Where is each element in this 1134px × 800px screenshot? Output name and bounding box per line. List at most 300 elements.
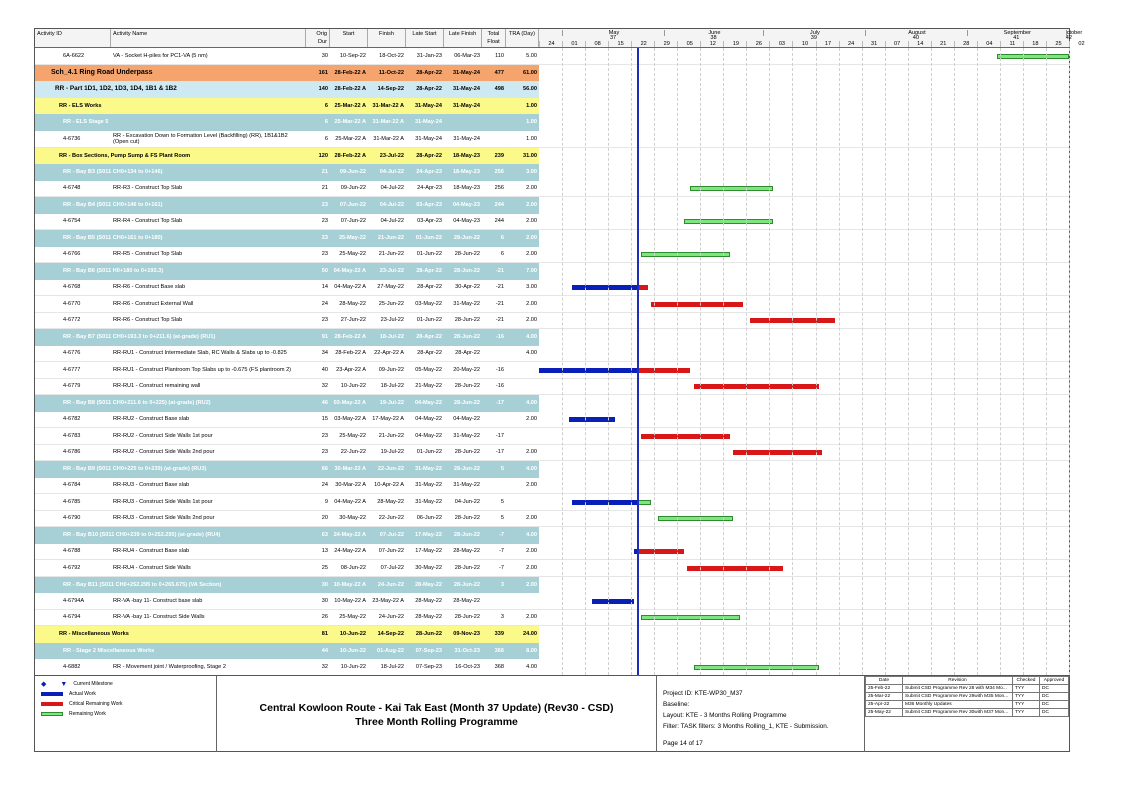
remaining-work-bar[interactable] [690,186,772,191]
tra-days: 4.00 [526,350,537,357]
total-float: 477 [494,69,504,76]
late-finish: 31-May-24 [452,86,480,93]
wbs-row[interactable] [35,164,1069,181]
late-finish: 18-May-23 [452,169,480,176]
orig-dur: 120 [318,152,328,159]
wbs-row[interactable] [35,577,1069,594]
rev-approved: DC [1040,701,1069,709]
revision-row [866,693,1069,701]
finish-date: 04-Jul-22 [380,218,404,225]
total-float: -7 [499,548,504,555]
critical-work-bar[interactable] [638,368,691,373]
remaining-work-bar[interactable] [684,219,773,224]
week-label: 07 [885,41,909,47]
rev-date: 25-May-22 [866,709,903,717]
start-date: 08-Jun-22 [340,564,366,571]
start-date: 25-May-22 [338,235,366,242]
wbs-row[interactable] [35,329,1069,346]
wbs-row[interactable] [35,626,1069,643]
orig-dur: 24 [321,300,328,307]
footer [35,675,1069,754]
late-finish: 28-Jun-22 [453,235,480,242]
gantt-row-area [539,114,1069,131]
table-row[interactable] [35,593,1069,610]
activity-name: RR-R6 - Construct External Wall [113,300,194,307]
total-float: 3 [500,581,504,588]
wbs-row[interactable] [35,461,1069,478]
orig-dur: 20 [321,515,328,522]
diamond-icon: ◆ [41,681,47,688]
start-date: 30-Mar-22 A [335,482,366,489]
table-row[interactable] [35,346,1069,363]
table-row[interactable] [35,659,1069,675]
start-date: 03-May-22 A [334,416,366,423]
finish-date: 07-Jun-22 [378,548,404,555]
orig-dur: 81 [321,631,328,638]
late-start: 28-May-22 [415,614,442,621]
late-finish: 09-Nov-23 [453,631,480,638]
remaining-work-swatch [41,712,63,716]
week-label: 03 [769,41,793,47]
rev-approved: DC [1040,709,1069,717]
late-start: 01-Jun-22 [415,235,442,242]
start-date: 22-Jun-22 [340,449,366,456]
activity-name: RR - Miscellaneous Works [59,631,129,638]
tra-days: 61.00 [523,69,537,76]
table-row[interactable] [35,48,1069,65]
late-start: 28-May-22 [414,581,442,588]
late-start: 17-May-22 [414,532,442,539]
finish-date: 24-Jun-22 [377,581,404,588]
activity-name: RR - Bay B11 (S011 CH0+252.295 to 0+265.675) (VA Section) [63,581,222,588]
rev-description: Submit CSD Programme Rev 30with M37 Mon... [903,709,1013,717]
rev-header-date: Date [866,677,903,685]
week-label: 12 [700,41,724,47]
gantt-gridline [700,48,701,675]
late-start: 01-Jun-22 [416,317,442,324]
late-finish: 28-Jun-22 [454,251,480,258]
legend [35,676,217,752]
col-finish[interactable]: Finish [368,29,406,47]
tra-days: 8.00 [526,647,537,654]
late-finish: 28-Jun-22 [454,317,480,324]
late-finish: 28-Jun-22 [453,581,480,588]
remaining-work-bar[interactable] [997,54,1069,59]
tra-days: 2.00 [526,317,537,324]
actual-work-bar[interactable] [572,500,638,505]
late-finish: 28-Jun-22 [453,532,480,539]
week-label: 18 [1023,41,1047,47]
gantt-gridline [585,48,586,675]
rev-approved: DC [1040,685,1069,693]
finish-date: 22-Jun-22 [378,515,404,522]
orig-dur: 9 [324,498,328,505]
gantt-row-area [539,643,1069,660]
start-date: 10-May-22 A [333,581,366,588]
tra-days: 31.00 [523,152,537,159]
finish-date: 18-Jul-22 [380,663,404,670]
total-float: 339 [494,631,504,638]
activity-name: RR - Bay B8 (S011 CH0+211.6 to 0+225) (at-grade) (RU2) [63,400,211,407]
late-finish: 28-Jun-22 [453,466,480,473]
table-row[interactable] [35,181,1069,198]
start-date: 25-May-22 [339,614,366,621]
critical-work-bar[interactable] [694,384,819,389]
actual-work-bar[interactable] [539,368,638,373]
activity-id: 4-6794 [63,614,81,621]
col-orig-dur[interactable]: Orig Dur [306,29,330,47]
col-start[interactable]: Start [330,29,368,47]
orig-dur: 23 [321,432,328,439]
activity-id: 4-6785 [63,498,81,505]
table-row[interactable] [35,445,1069,462]
col-late-finish[interactable]: Late Finish [444,29,482,47]
activity-id: 4-6792 [63,564,81,571]
late-start: 03-Apr-23 [417,218,442,225]
finish-date: 04-Jul-22 [379,202,404,209]
activity-name: RR-RU4 - Construct Side Walls [113,564,191,571]
week-label: 21 [931,41,955,47]
gantt-row-area [539,560,1069,576]
tra-days: 2.00 [526,251,537,258]
rev-approved: DC [1040,693,1069,701]
activity-id: 4-6770 [63,300,81,307]
wbs-row[interactable] [35,263,1069,280]
wbs-row[interactable] [35,197,1069,214]
orig-dur: 30 [321,52,328,59]
remaining-work-bar[interactable] [694,665,819,670]
tra-days: 5.00 [526,52,537,59]
orig-dur: 15 [321,416,328,423]
week-label: 19 [723,41,747,47]
tra-days [506,428,539,444]
tra-days: 2.00 [526,548,537,555]
data-date-line [637,48,639,675]
start-date: 25-Mar-22 A [334,102,366,109]
month-label: August [865,30,968,36]
late-finish: 04-Jun-22 [454,498,480,505]
tra-days: 4.00 [526,466,537,473]
finish-date: 04-Jul-22 [380,185,404,192]
gantt-row-area [539,247,1069,263]
gantt-gridline [654,48,655,675]
tra-days: 4.00 [526,532,537,539]
total-float: -16 [495,334,504,341]
orig-dur: 13 [321,548,328,555]
start-date: 04-May-22 A [334,284,366,291]
table-row[interactable] [35,131,1069,148]
table-row[interactable] [35,412,1069,429]
gantt-row-area [539,48,1069,64]
orig-dur: 21 [321,169,328,176]
total-float: 498 [494,86,504,93]
critical-work-bar[interactable] [651,302,743,307]
week-label: 15 [608,41,632,47]
late-finish: 04-May-23 [452,202,480,209]
finish-date: 21-Jun-22 [377,235,404,242]
start-date: 24-May-22 A [333,532,366,539]
late-start: 31-May-22 [415,498,442,505]
finish-date: 11-Oct-22 [378,69,404,76]
tra-days: 2.00 [526,300,537,307]
activity-name: VA - Socket H-piles for PC1-VA (5 nm) [113,52,208,59]
gantt-row-area [539,461,1069,478]
late-start: 28-May-22 [415,597,442,604]
month-label: June [664,30,764,36]
table-row[interactable] [35,280,1069,297]
start-date: 04-May-22 A [333,268,366,275]
week-label: 29 [654,41,678,47]
start-date: 10-Jun-22 [339,647,366,654]
actual-work-bar[interactable] [572,285,638,290]
tra-days: 3.00 [526,284,537,291]
activity-name: RR-R6 - Construct Top Slab [113,317,183,324]
week-label: 17 [816,41,840,47]
wbs-row[interactable] [35,114,1069,131]
remaining-work-bar[interactable] [641,615,740,620]
late-finish: 31-May-22 [453,432,480,439]
remaining-work-bar[interactable] [658,516,734,521]
table-row[interactable] [35,428,1069,445]
month-number: 37 [609,35,617,41]
activity-id: 4-6736 [63,135,81,142]
week-label: 08 [585,41,609,47]
table-row[interactable] [35,296,1069,313]
activity-id: 4-6788 [63,548,81,555]
table-row[interactable] [35,247,1069,264]
gantt-gridline [1046,48,1047,675]
month-number: 42 [1065,35,1072,41]
activity-id: 4-6768 [63,284,81,291]
gantt-gridline [562,48,563,675]
table-row[interactable] [35,494,1069,511]
finish-date: 22-Apr-22 A [374,350,404,357]
activity-name: RR-RU2 - Construct Side Walls 1st pour [113,432,213,439]
gantt-gridline [723,48,724,675]
late-start: 28-Apr-22 [416,152,442,159]
wbs-row[interactable] [35,643,1069,660]
orig-dur: 23 [321,449,328,456]
rev-header-checked: Checked [1013,677,1040,685]
total-float: 239 [494,152,504,159]
gantt-gridline [816,48,817,675]
gantt-row-area [539,230,1069,247]
orig-dur: 30 [321,597,328,604]
start-date: 30-Mar-22 A [334,466,366,473]
col-total-float[interactable]: Total Float [482,29,506,47]
late-start: 07-Sep-23 [415,663,442,670]
orig-dur: 46 [321,400,328,407]
critical-work-bar[interactable] [687,566,782,571]
activity-id: 4-6790 [63,515,81,522]
col-late-start[interactable]: Late Start [406,29,444,47]
activity-name: RR-R4 - Construct Top Slab [113,218,183,225]
finish-date: 10-Apr-22 A [374,482,404,489]
total-float [482,346,506,362]
gantt-row-area [539,164,1069,181]
table-row[interactable] [35,478,1069,495]
tra-days: 7.00 [526,268,537,275]
table-row[interactable] [35,610,1069,627]
orig-dur: 26 [321,614,328,621]
legend-critical: Critical Remaining Work [41,700,123,708]
start-date: 09-Jun-22 [339,169,366,176]
orig-dur: 23 [321,235,328,242]
wbs-row[interactable] [35,148,1069,165]
col-activity-name[interactable]: Activity Name [111,29,306,47]
project-info [657,676,865,752]
late-start: 28-Apr-22 [416,334,442,341]
layout-name: Layout: KTE - 3 Months Rolling Programme [663,712,787,719]
orig-dur: 23 [321,317,328,324]
finish-date: 25-Jun-22 [378,300,404,307]
late-start: 01-Jun-22 [416,449,442,456]
table-row[interactable] [35,560,1069,577]
orig-dur: 44 [321,647,328,654]
late-start: 07-Sep-23 [415,647,442,654]
finish-date: 18-Jul-22 [380,383,404,390]
activity-name: RR - Bay B9 (S011 CH0+225 to 0+239) (at-grade) (RU3) [63,466,207,473]
activity-id: 4-6777 [63,366,81,373]
gantt-row-area [539,98,1069,115]
late-start: 28-Apr-22 [417,284,442,291]
late-start: 24-Apr-23 [416,169,442,176]
total-float [482,98,506,115]
activity-id: 4-6776 [63,350,81,357]
table-row[interactable] [35,379,1069,396]
gantt-row-area [539,81,1069,98]
gantt-row-area [539,577,1069,594]
table-row[interactable] [35,214,1069,231]
total-float: -21 [495,284,504,291]
total-float: -16 [495,383,504,390]
start-date: 10-Jun-22 [340,663,366,670]
total-float [482,131,506,147]
gantt-gridline [792,48,793,675]
revision-row [866,701,1069,709]
late-finish: 28-Apr-22 [455,350,480,357]
gantt-row-area [539,296,1069,312]
tra-days: 3.00 [526,169,537,176]
start-date: 04-May-22 A [334,498,366,505]
start-date: 28-Feb-22 A [334,86,366,93]
total-float [482,593,506,609]
month-number: 41 [1013,35,1020,41]
activity-name: RR-RU1 - Construct Intermediate Slab, RC Walls & Slabs up to -0.825 [113,350,287,357]
wbs-row[interactable] [35,81,1069,98]
tra-days: 2.00 [526,515,537,522]
orig-dur: 25 [321,564,328,571]
month-number: 40 [912,35,920,41]
col-activity-id[interactable]: Activity ID [35,29,111,47]
late-finish: 18-May-23 [453,185,480,192]
critical-work-bar[interactable] [638,285,648,290]
activity-id: 4-6784 [63,482,81,489]
late-finish: 28-May-22 [453,597,480,604]
start-date: 07-Jun-22 [340,218,366,225]
tra-days: 2.00 [526,235,537,242]
activity-name: RR-R3 - Construct Top Slab [113,185,183,192]
activity-name: RR-R5 - Construct Top Slab [113,251,183,258]
total-float: 368 [494,663,504,670]
start-date: 25-Mar-22 A [334,119,366,126]
activity-id: 4-6779 [63,383,81,390]
gantt-row-area [539,478,1069,494]
total-float: 256 [494,169,504,176]
start-date: 10-May-22 A [334,597,366,604]
orig-dur: 66 [321,466,328,473]
filter-name: Filter: TASK filters: 3 Months Rolling_1, KTE - Submission. [663,723,829,730]
rev-checked: TYY [1013,685,1040,693]
month-label: May [562,30,665,36]
start-date: 28-Feb-22 A [334,152,366,159]
total-float: -7 [499,532,504,539]
wbs-row[interactable] [35,98,1069,115]
late-start: 04-May-22 [414,400,442,407]
activity-name: RR-RU2 - Construct Side Walls 2nd pour [113,449,215,456]
week-label: 31 [862,41,886,47]
gantt-row-area [539,197,1069,214]
remaining-work-bar[interactable] [638,500,651,505]
orig-dur: 32 [321,383,328,390]
orig-dur: 6 [324,119,328,126]
start-date: 28-Feb-22 A [335,350,366,357]
late-finish: 31-May-22 [453,482,480,489]
critical-work-swatch [41,702,63,706]
total-float [482,478,506,494]
finish-date: 01-Aug-22 [376,647,404,654]
wbs-row[interactable] [35,527,1069,544]
table-row[interactable] [35,544,1069,561]
total-float: 6 [500,251,504,258]
gantt-row-area [539,412,1069,428]
start-date: 10-Jun-22 [339,631,366,638]
wbs-row[interactable] [35,395,1069,412]
activity-name: RR - Bay B6 (S011 H0+180 to 0+193.3) [63,268,164,275]
start-date: 27-Jun-22 [340,317,366,324]
column-header [35,29,1085,48]
activity-name: RR - Bay B4 (S011 CH0+146 to 0+161) [63,202,163,209]
activity-name: RR - Bay B10 (S011 CH0+239 to 0+252.295) (at-grade) (RU4) [63,532,221,539]
tra-days: 2.00 [526,614,537,621]
col-tra-day[interactable]: TRA (Day) [506,29,539,47]
finish-date: 07-Jul-22 [380,564,404,571]
orig-dur: 140 [318,86,328,93]
tra-days [506,494,539,510]
table-row[interactable] [35,511,1069,528]
orig-dur: 32 [321,663,328,670]
actual-work-bar[interactable] [592,599,635,604]
gantt-gridline [631,48,632,675]
activity-id: 4-6786 [63,449,81,456]
rev-description: M36 Monthly Updates [903,701,1013,709]
rev-checked: TYY [1013,693,1040,701]
finish-date: 19-Jul-22 [379,400,404,407]
gantt-gridline [885,48,886,675]
rev-date: 25-Mar-22 [866,693,903,701]
table-row[interactable] [35,313,1069,330]
wbs-row[interactable] [35,230,1069,247]
orig-dur: 6 [324,102,328,109]
finish-date: 31-Mar-22 A [372,119,404,126]
total-float: 110 [495,52,504,59]
wbs-row[interactable] [35,65,1069,82]
week-label: 11 [1000,41,1024,47]
week-label: 01 [562,41,586,47]
activity-name: RR - ELS Works [59,102,102,109]
start-date: 10-Sep-22 [339,52,366,59]
total-float: -7 [499,564,504,571]
